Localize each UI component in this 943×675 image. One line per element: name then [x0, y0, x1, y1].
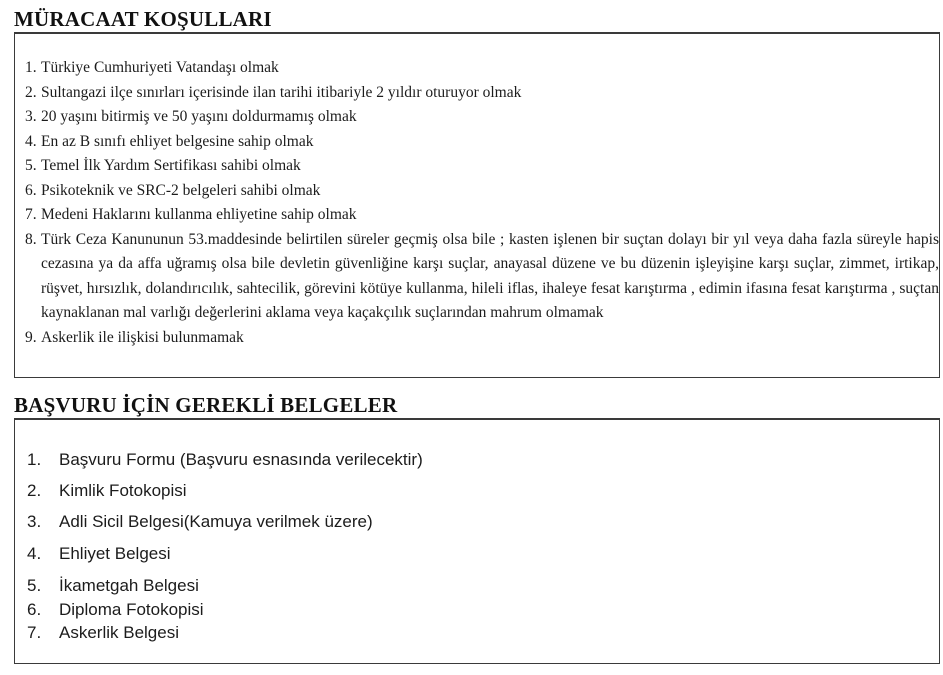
document-item-7	[27, 623, 423, 647]
document-number: 5.	[27, 576, 42, 595]
condition-text: Askerlik ile ilişkisi bulunmamak	[41, 328, 244, 346]
document-item-5	[27, 576, 423, 600]
condition-text: Temel İlk Yardım Sertifikası sahibi olmak	[41, 157, 301, 174]
document-number: 4.	[27, 544, 42, 563]
condition-item-4	[25, 130, 939, 155]
document-item-3	[27, 512, 423, 544]
condition-text: Sultangazi ilçe sınırları içerisinde ilan tarihi itibariyle 2 yıldır oturuyor olmak	[41, 83, 522, 101]
document-text: Kimlik Fotokopisi	[59, 481, 187, 500]
document-number: 1.	[27, 450, 42, 469]
condition-number: 1.	[25, 59, 37, 76]
condition-item-9	[25, 326, 939, 351]
condition-item-6	[25, 179, 939, 204]
document-text: Başvuru Formu (Başvuru esnasında verilecektir)	[59, 450, 423, 469]
condition-text: En az B sınıfı ehliyet belgesine sahip olmak	[41, 132, 314, 150]
document-item-4	[27, 544, 423, 576]
condition-number: 2.	[25, 83, 37, 101]
condition-number: 4.	[25, 132, 37, 150]
conditions-box	[14, 32, 940, 378]
document-number: 3.	[27, 512, 42, 531]
condition-item-3	[25, 105, 939, 130]
documents-box	[14, 418, 940, 664]
condition-text: Türk Ceza Kanununun 53.maddesinde belirtilen süreler geçmiş olsa bile ; kasten işlenen bir suçtan dolayı bir yıl veya daha fazla süreyle hapis cezasına ya da affa uğramış olsa bile devletin güvenliğine karşı suçlar, anayasal düzene ve bu düzenin işleyişine karşı suçlar, zimmet, irtikap, rüşvet, hırsızlık, dolandırıcılık, sahtecilik, görevini kötüye kullanma, hileli iflas, ihaleye fesat karıştırma , edimin ifasına fesat karıştırma , suçtan kaynaklanan mal varlığı değerlerini aklama veya kaçakçılık suçlarından mahrum olmamak	[41, 230, 939, 321]
condition-number: 8.	[25, 230, 37, 248]
conditions-list	[25, 56, 939, 350]
condition-text: 20 yaşını bitirmiş ve 50 yaşını doldurmamış olmak	[41, 108, 357, 125]
conditions-heading: MÜRACAAT KOŞULLARI	[14, 7, 272, 31]
condition-item-2	[25, 81, 939, 106]
condition-text: Psikoteknik ve SRC-2 belgeleri sahibi olmak	[41, 181, 321, 199]
condition-item-5	[25, 154, 939, 179]
document-text: İkametgah Belgesi	[59, 576, 199, 595]
condition-number: 7.	[25, 206, 37, 223]
document-text: Diploma Fotokopisi	[59, 600, 204, 619]
document-text: Askerlik Belgesi	[59, 623, 179, 642]
documents-list	[27, 450, 423, 647]
document-number: 2.	[27, 481, 42, 500]
condition-number: 3.	[25, 108, 37, 125]
document-item-1	[27, 450, 423, 481]
document-number: 6.	[27, 600, 42, 619]
condition-number: 5.	[25, 157, 37, 174]
condition-number: 6.	[25, 181, 37, 199]
documents-heading: BAŞVURU İÇİN GEREKLİ BELGELER	[14, 393, 398, 417]
document-number: 7.	[27, 623, 42, 642]
document-item-2	[27, 481, 423, 512]
condition-item-7	[25, 203, 939, 228]
condition-number: 9.	[25, 328, 37, 346]
condition-item-1	[25, 56, 939, 81]
condition-text: Türkiye Cumhuriyeti Vatandaşı olmak	[41, 59, 279, 76]
condition-text: Medeni Haklarını kullanma ehliyetine sahip olmak	[41, 206, 357, 223]
condition-item-8	[25, 228, 939, 326]
document-item-6	[27, 600, 423, 623]
document-text: Ehliyet Belgesi	[59, 544, 171, 563]
document-text: Adli Sicil Belgesi(Kamuya verilmek üzere)	[59, 512, 373, 531]
